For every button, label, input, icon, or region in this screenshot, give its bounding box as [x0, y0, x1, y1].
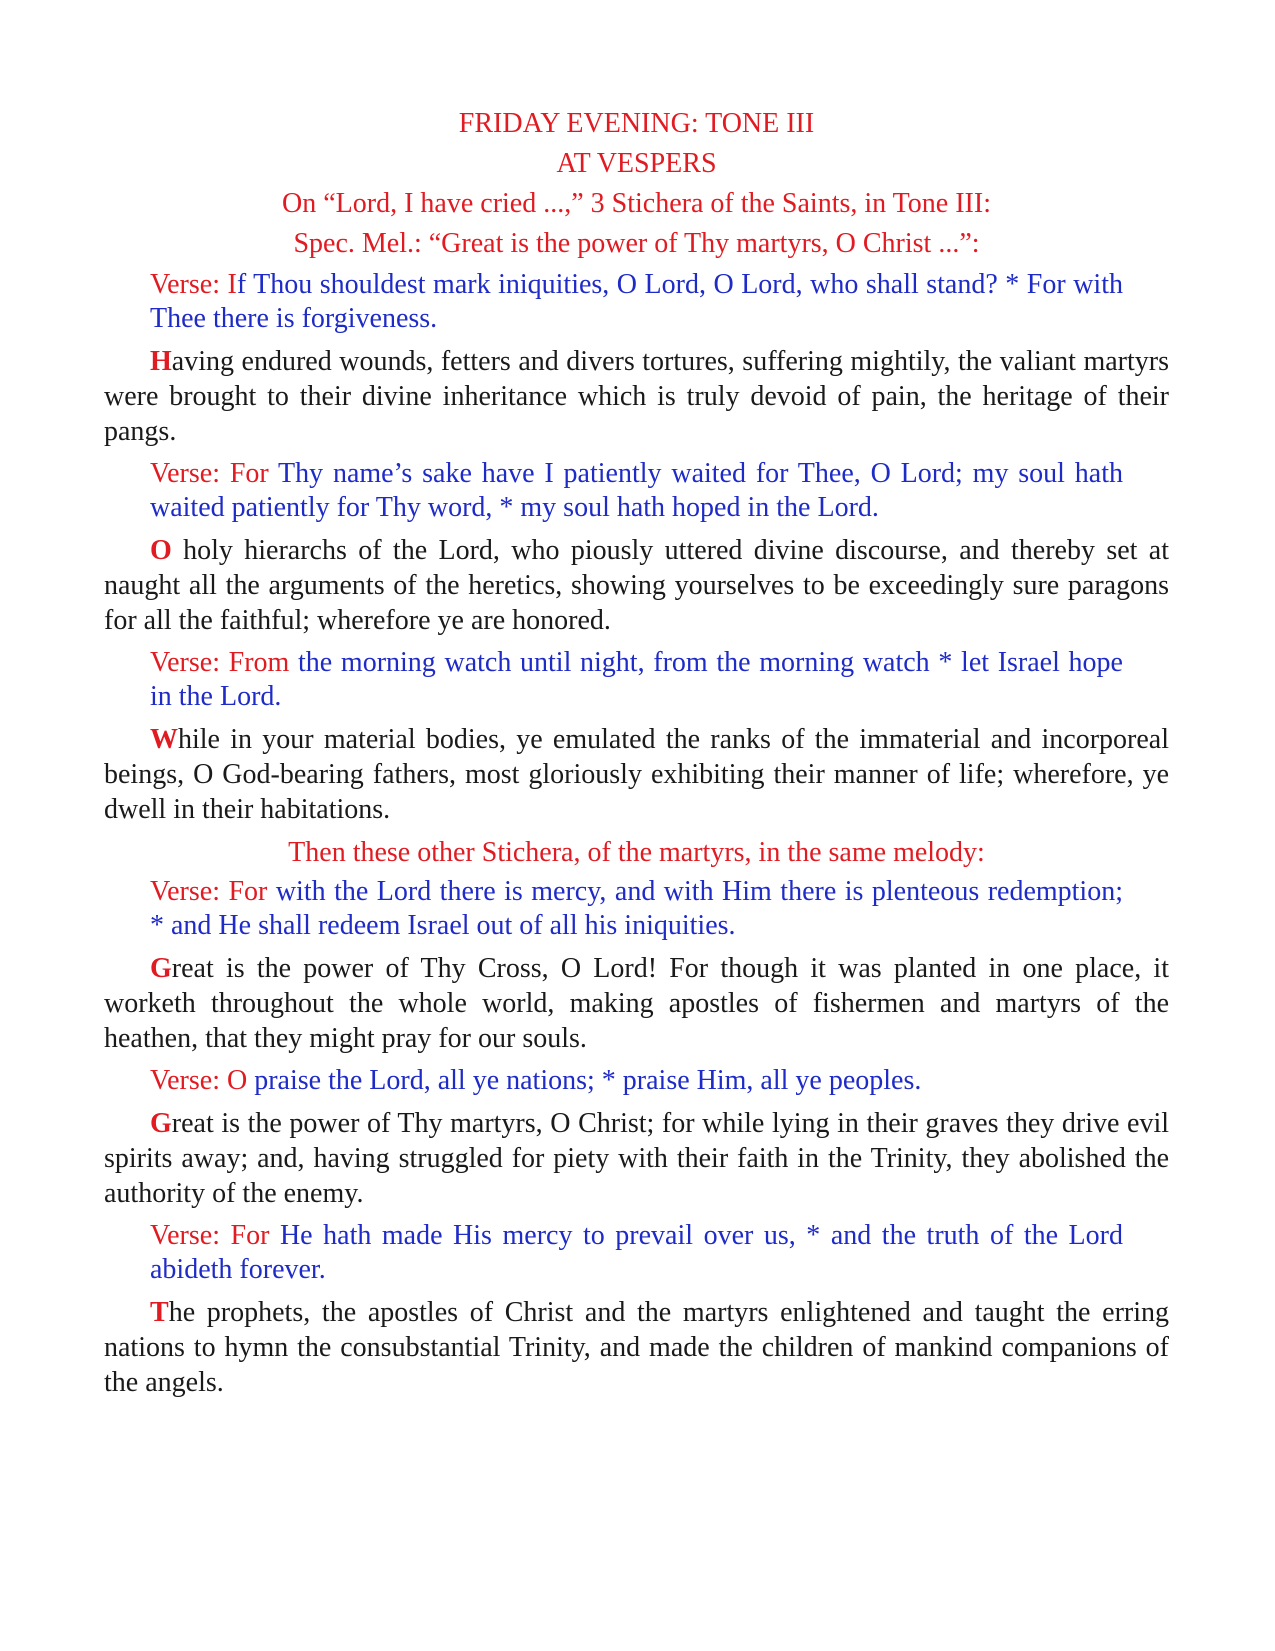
verse-label: Verse:: [150, 1220, 231, 1251]
verse-text: praise the Lord, all ye nations; * praise Him, all ye peoples.: [247, 1065, 922, 1096]
verse-label: Verse:: [150, 269, 228, 300]
verse-label: Verse:: [150, 1065, 227, 1096]
stichera-text: hile in your material bodies, ye emulated the ranks of the immaterial and incorporeal beings, O God-bearing fathers, most gloriously exhibiting their manner of life; wherefore, ye dwell in their habitations.: [104, 724, 1169, 825]
verse-label: Verse:: [150, 647, 229, 678]
stichera: [104, 722, 1169, 827]
rubric-lord-i-have-cried: On “Lord, I have cried ...,” 3 Stichera of the Saints, in Tone III:: [282, 188, 991, 219]
verse-initial: From: [228, 647, 290, 678]
stichera-text: he prophets, the apostles of Christ and the martyrs enlightened and taught the erring nations to hymn the consubstantial Trinity, and made the children of mankind companions of the angels.: [104, 1297, 1169, 1398]
verse-text: with the Lord there is mercy, and with Him there is plenteous redemption; * and He shall redeem Israel out of all his iniquities.: [150, 876, 1123, 941]
rubric-special-melody: Spec. Mel.: “Great is the power of Thy martyrs, O Christ ...”:: [293, 228, 980, 259]
verse: [150, 268, 1123, 336]
verse-initial: O: [226, 1065, 248, 1096]
page: [104, 104, 1169, 1408]
stichera: [104, 1106, 1169, 1211]
verse-label: Verse:: [150, 876, 229, 907]
verse: [150, 875, 1123, 943]
verse: [150, 1219, 1123, 1287]
verse-initial: For: [228, 876, 268, 907]
stichera-initial: T: [150, 1297, 169, 1328]
stichera-initial: W: [150, 724, 178, 755]
stichera-text: reat is the power of Thy martyrs, O Christ; for while lying in their graves they drive evil spirits away; and, having struggled for piety with their faith in the Trinity, they abolished the authority of the enemy.: [104, 1108, 1169, 1209]
stichera: [104, 344, 1169, 449]
verse: [150, 1064, 1123, 1098]
page-title: FRIDAY EVENING: TONE III: [458, 108, 815, 139]
verse-initial: For: [230, 1220, 270, 1251]
service-title: AT VESPERS: [556, 148, 717, 179]
stichera-text: holy hierarchs of the Lord, who piously uttered divine discourse, and thereby set at naught all the arguments of the heretics, showing yourselves to be exceedingly sure paragons for all the faithful; wherefore ye are honored.: [104, 535, 1169, 636]
stichera: [104, 951, 1169, 1056]
stichera: [104, 1295, 1169, 1400]
verse-initial: For: [229, 458, 269, 489]
verse-initial: I: [227, 269, 237, 300]
verse-label: Verse:: [150, 458, 230, 489]
verse: [150, 457, 1123, 525]
verse-text: f Thou shouldest mark iniquities, O Lord, O Lord, who shall stand? * For with Thee there is forgiveness.: [150, 269, 1123, 334]
stichera-text: reat is the power of Thy Cross, O Lord! For though it was planted in one place, it worketh throughout the whole world, making apostles of fishermen and martyrs of the heathen, that they might pray for our souls.: [104, 953, 1169, 1054]
verse-text: Thy name’s sake have I patiently waited for Thee, O Lord; my soul hath waited patiently for Thy word, * my soul hath hoped in the Lord.: [150, 458, 1123, 523]
verse: [150, 646, 1123, 714]
stichera-initial: H: [150, 346, 172, 377]
stichera-initial: O: [150, 535, 172, 566]
stichera-text: aving endured wounds, fetters and divers tortures, suffering mightily, the valiant martyrs were brought to their divine inheritance which is truly devoid of pain, the heritage of their pangs.: [104, 346, 1169, 447]
verse-text: the morning watch until night, from the morning watch * let Israel hope in the Lord.: [150, 647, 1123, 712]
stichera-initial: G: [150, 953, 172, 984]
rubric-other-stichera: Then these other Stichera, of the martyrs, in the same melody:: [288, 837, 985, 868]
verse-text: He hath made His mercy to prevail over us, * and the truth of the Lord abideth forever.: [150, 1220, 1123, 1285]
stichera-initial: G: [150, 1108, 172, 1139]
stichera: [104, 533, 1169, 638]
